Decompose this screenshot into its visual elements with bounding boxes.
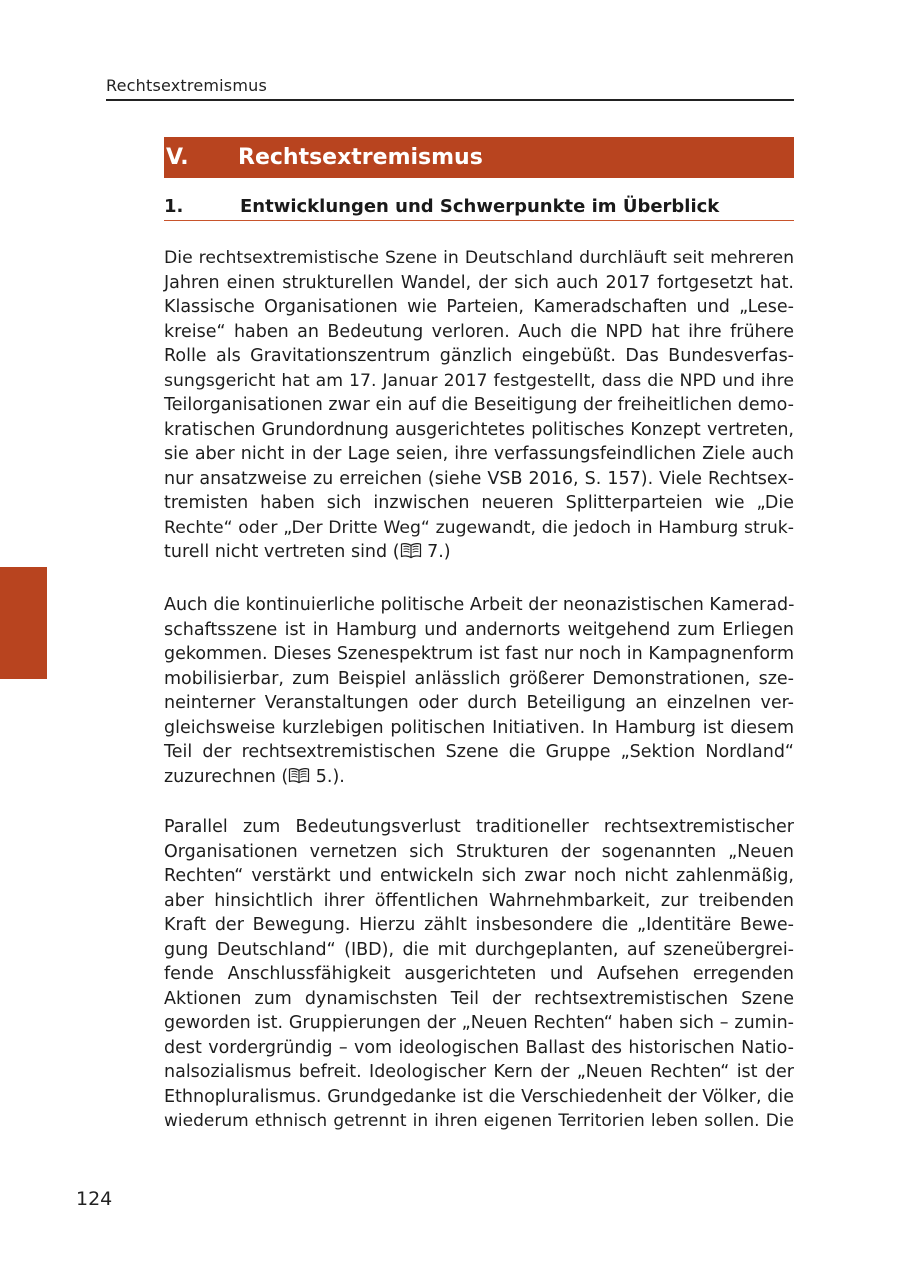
text-line <box>164 540 794 567</box>
text-line: nur ansatzweise zu erreichen (siehe VSB 2016, S. 157). Viele Rechtsex- <box>164 468 794 489</box>
text-line: tremisten haben sich inzwischen neueren Splitterparteien wie „Die <box>164 493 794 513</box>
text-line: Klassische Organisationen wie Parteien, Kameradschaften und „Lese- <box>164 297 794 317</box>
book-icon[interactable] <box>288 767 310 792</box>
section-heading <box>164 193 794 220</box>
chapter-side-tab <box>0 567 47 679</box>
text-fragment: turell nicht vertreten sind ( <box>164 542 400 562</box>
text-line: gleichsweise kurzlebigen politischen Initiativen. In Hamburg ist diesem <box>164 717 794 738</box>
text-line <box>164 765 794 792</box>
section-title: Entwicklungen und Schwerpunkte im Überblick <box>240 196 720 217</box>
section-number: 1. <box>164 196 184 217</box>
text-line: aber hinsichtlich ihrer öffentlichen Wahrnehmbarkeit, zur treibenden <box>164 890 794 911</box>
text-line: gekommen. Dieses Szenespektrum ist fast nur noch in Kampagnenform <box>164 644 794 664</box>
body-paragraph <box>164 246 794 567</box>
section-rule <box>164 220 794 221</box>
page-number: 124 <box>76 1188 113 1210</box>
text-line: Rechten“ verstärkt und entwickeln sich zwar noch nicht zahlenmäßig, <box>164 866 794 886</box>
text-line: Jahren einen strukturellen Wandel, der sich auch 2017 fortgesetzt hat. <box>164 272 794 293</box>
text-line: Rolle als Gravitationszentrum gänzlich eingebüßt. Das Bundesverfas- <box>164 346 794 366</box>
text-line: neinterner Veranstaltungen oder durch Beteiligung an einzelnen ver- <box>164 693 794 713</box>
text-line: Auch die kontinuierliche politische Arbeit der neonazistischen Kamerad- <box>164 595 795 615</box>
text-line: kratischen Grundordnung ausgerichtetes politisches Konzept vertreten, <box>164 419 794 440</box>
running-header: Rechtsextremismus <box>106 76 267 95</box>
header-rule <box>106 99 794 101</box>
text-fragment: 7.) <box>421 542 451 562</box>
text-line: dest vordergründig – vom ideologischen Ballast des historischen Natio- <box>164 1037 794 1058</box>
body-paragraph <box>164 593 794 791</box>
text-line: Die rechtsextremistische Szene in Deutschland durchläuft seit mehreren <box>164 248 794 268</box>
text-line: fende Anschlussfähigkeit ausgerichteten und Aufsehen erregenden <box>164 964 794 984</box>
text-line: kreise“ haben an Bedeutung verloren. Auch die NPD hat ihre frühere <box>164 321 794 342</box>
text-fragment: zuzurechnen ( <box>164 766 289 787</box>
text-line: gung Deutschland“ (IBD), die mit durchgeplanten, auf szeneübergrei- <box>164 939 794 960</box>
text-fragment: 5.). <box>310 766 345 787</box>
text-line: sungsgericht hat am 17. Januar 2017 festgestellt, dass die NPD und ihre <box>164 370 794 391</box>
text-line: mobilisierbar, zum Beispiel anlässlich größerer Demonstrationen, sze- <box>164 668 794 689</box>
chapter-banner <box>164 137 794 178</box>
text-line: Aktionen zum dynamischsten Teil der rechtsextremistischen Szene <box>164 988 794 1009</box>
chapter-number: V. <box>166 145 189 170</box>
text-line: Teilorganisationen zwar ein auf die Beseitigung der freiheitlichen demo- <box>164 395 794 415</box>
text-line: Ethnopluralismus. Grundgedanke ist die Verschiedenheit der Völker, die <box>164 1086 794 1107</box>
text-line: sie aber nicht in der Lage seien, ihre verfassungsfeindlichen Ziele auch <box>164 444 794 464</box>
text-line: wiederum ethnisch getrennt in ihren eigenen Territorien leben sollen. Die <box>164 1111 794 1131</box>
text-line: Rechte“ oder „Der Dritte Weg“ zugewandt, die jedoch in Hamburg struk- <box>164 517 794 538</box>
text-line: schaftsszene ist in Hamburg und andernorts weitgehend zum Erliegen <box>164 619 794 640</box>
text-line: Teil der rechtsextremistischen Szene die Gruppe „Sektion Nordland“ <box>164 742 794 762</box>
text-line: nalsozialismus befreit. Ideologischer Kern der „Neuen Rechten“ ist der <box>164 1062 794 1082</box>
text-line: Kraft der Bewegung. Hierzu zählt insbesondere die „Identitäre Bewe- <box>164 915 794 935</box>
chapter-title: Rechtsextremismus <box>238 145 483 170</box>
book-icon[interactable] <box>400 542 422 567</box>
text-line: Parallel zum Bedeutungsverlust traditioneller rechtsextremistischer <box>164 817 794 837</box>
text-line: Organisationen vernetzen sich Strukturen der sogenannten „Neuen <box>164 841 794 862</box>
text-line: geworden ist. Gruppierungen der „Neuen Rechten“ haben sich – zumin- <box>164 1013 794 1033</box>
body-paragraph <box>164 815 794 1134</box>
